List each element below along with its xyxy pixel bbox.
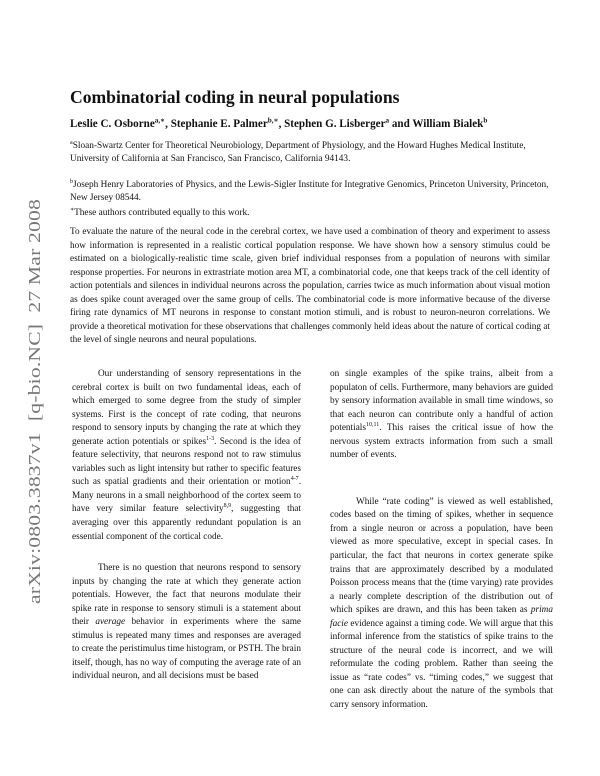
citation-ref: 1-3	[206, 435, 215, 442]
arxiv-identifier-stamp	[9, 194, 55, 604]
author-affiliation-mark: a	[385, 116, 390, 125]
body-column-left	[72, 368, 301, 684]
author-name: Leslie C. Osborne	[70, 118, 155, 130]
author-affiliation-mark: b	[483, 116, 488, 125]
author-affiliation-mark: b,∗	[267, 116, 279, 125]
equal-contribution-note: ∗These authors contributed equally to this work.	[70, 206, 250, 218]
affiliation-a: $^a$Sloan-Swartz Center for Theoretical Neurobiology, Department of Physiology, and the Howard Hughes Medical Institute, University of California at San Francisco, San Francisco, California 94143.	[70, 139, 526, 165]
citation-ref: 4-7	[290, 476, 299, 483]
author-name: Stephen G. Lisberger	[284, 118, 386, 130]
abstract: To evaluate the nature of the neural code in the cerebral cortex, we have used a combination of theory and experiment to assess how information is represented in a realistic cortical population response. We have shown how a sensory stimulus could be estimated on a biologically-realistic time scale, given brief individual responses from a population of neurons with similar response properties. For neurons in extrastriate motion area MT, a combinatorial code, one that keeps track of the cell identity of action potentials and silences in individual neurons across the population, carries twice as much information about visual motion as does spike count averaged over the same group of cells. The combinatorial code is more informative because of the diverse firing rate dynamics of MT neurons in response to constant motion stimuli, and is robust to neuron-neuron correlations. We provide a theoretical motivation for these observations that challenges commonly held ideas about the nature of cortical coding at the level of single neurons and neural populations.	[70, 227, 550, 346]
affiliation-b: $^b$Joseph Henry Laboratories of Physics, and the Lewis-Sigler Institute for Integrative Genomics, Princeton University, Princeton, New Jersey 08544.	[70, 178, 549, 204]
author-name: William Bialek	[412, 118, 484, 130]
citation-ref: 10,11	[365, 422, 380, 429]
citation-ref: 8,9	[223, 503, 232, 510]
arxiv-identifier-text: arXiv:0803.3837v1 [q-bio.NC] 27 Mar 2008	[25, 289, 44, 604]
body-paragraph: While “rate coding” is viewed as well established, codes based on the timing of spikes, whether in sequence from a single neuron or across a population, have been viewed as more speculative, except in special cases. In particular, the fact that neurons in cortex generate spike trains that are approximately described by a modulated Poisson process means that the (time varying) rate provides a nearly complete description of the distribution out of which spikes are drawn, and this has been taken as prima facie evidence against a timing code. We will argue that this informal inference from the statistics of spike trains to the structure of the neural code is incorrect, and we will reformulate the coding problem. Rather than seeing the issue as “rate codes” vs. “timing codes,” we suggest that one can ask directly about the nature of the symbols that carry sensory information.	[330, 496, 553, 711]
paper-title: Combinatorial coding in neural populations	[70, 87, 400, 107]
body-paragraph: on single examples of the spike trains, albeit from a populaton of cells. Furthermore, many behaviors are guided by sensory information available in small time windows, so that each neuron can contribute only a handful of action potentials$^{10,11}$. This raises the critical issue of how the nervous system extracts information from such a small number of events.	[330, 369, 553, 461]
body-paragraph: There is no question that neurons respond to sensory inputs by changing the rate at which they generate action potentials. However, the fact that neurons modulate their spike rate in response to sensory stimuli is a statement about their average behavior in experiments where the same stimulus is repeated many times and responses are averaged to create the peristimulus time histogram, or PSTH. The brain itself, though, has no way of computing the average rate of an individual neuron, and all decisions must be based	[72, 563, 302, 682]
author-affiliation-mark: a,∗	[154, 116, 166, 125]
author-list: Leslie C. Osborne$^{a,∗}$, Stephanie E. Palmer$^{b,∗}$, Stephen G. Lisberger$^a$ and William Bialek$^b$	[70, 116, 488, 130]
body-paragraph: Our understanding of sensory representations in the cerebral cortex is built on two fundamental ideas, each of which emerged to some degree from the study of simpler systems. First is the concept of rate coding, that neurons respond to sensory inputs by changing the rate at which they generate action potentials or spikes$^{1-3}$. Second is the idea of feature selectivity, that neurons respond not to raw stimulus variables such as light intensity but rather to specific features such as spatial gradients and their orientation or motion$^{4-7}$. Many neurons in a small neighborhood of the cortex seem to have very similar feature selectivity$^{8,9}$, suggesting that averaging over this apparently redundant population is an essential component of the cortical code.	[72, 369, 301, 542]
body-column-right	[330, 368, 553, 713]
author-name: Stephanie E. Palmer	[170, 118, 268, 130]
